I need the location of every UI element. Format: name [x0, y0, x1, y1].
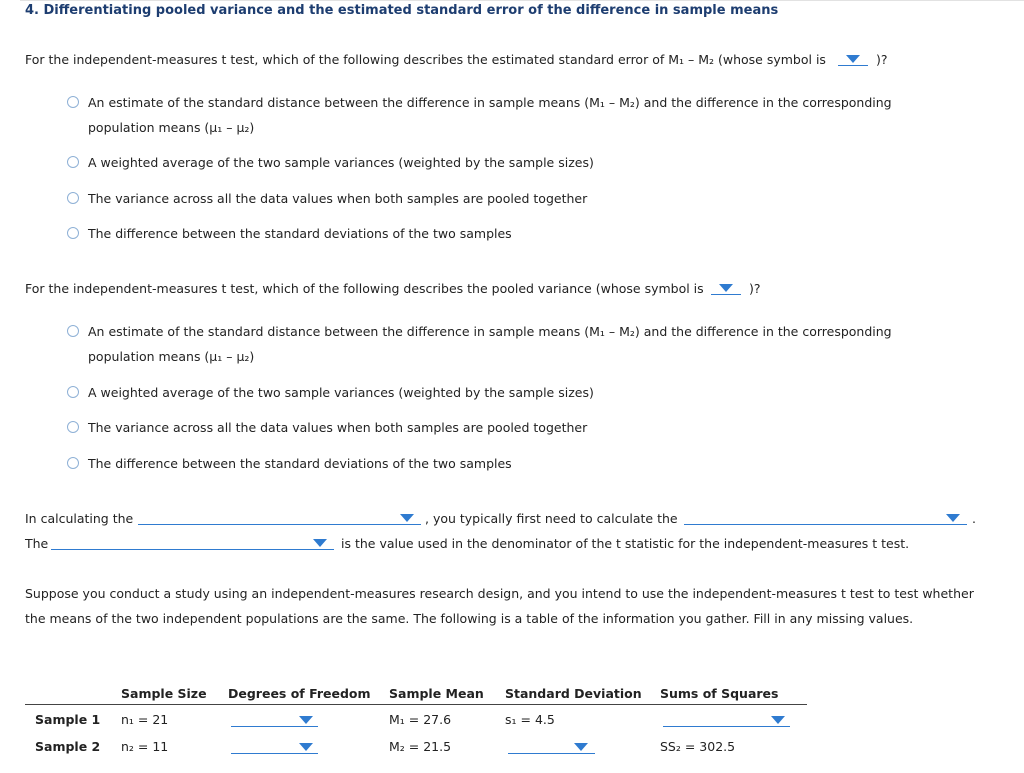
row2-sd-dropdown[interactable] — [508, 740, 595, 754]
th-sample-mean: Sample Mean — [389, 686, 484, 701]
chevron-down-icon — [771, 716, 785, 724]
fill-blank-1-dropdown[interactable] — [138, 511, 421, 525]
q2-symbol-dropdown[interactable] — [711, 281, 741, 295]
th-standard-deviation: Standard Deviation — [505, 686, 642, 701]
row1-label: Sample 1 — [35, 712, 101, 727]
row2-df-dropdown[interactable] — [231, 740, 318, 754]
q2-option-3-label: The variance across all the data values when both samples are pooled together — [88, 420, 588, 435]
q1-option-2-radio[interactable] — [67, 156, 79, 168]
chevron-down-icon — [846, 55, 860, 63]
table-header-divider — [25, 704, 807, 705]
q1-option-3-radio[interactable] — [67, 192, 79, 204]
q1-option-2-label: A weighted average of the two sample variances (weighted by the sample sizes) — [88, 155, 594, 170]
row1-sample-size: n₁ = 21 — [121, 712, 169, 727]
q1-symbol-dropdown[interactable] — [838, 52, 868, 66]
chevron-down-icon — [946, 514, 960, 522]
q2-option-4-radio[interactable] — [67, 457, 79, 469]
chevron-down-icon — [719, 284, 733, 292]
chevron-down-icon — [299, 716, 313, 724]
scenario-line2: the means of the two independent populations are the same. The following is a table of the information you gather. Fill in any missing values. — [25, 611, 914, 626]
q2-option-2-radio[interactable] — [67, 386, 79, 398]
th-sums-of-squares: Sums of Squares — [660, 686, 779, 701]
fill-blank-3-dropdown[interactable] — [51, 536, 334, 550]
fill-line1-end: . — [972, 511, 976, 526]
q1-option-4-label: The difference between the standard deviations of the two samples — [88, 226, 512, 241]
th-sample-size: Sample Size — [121, 686, 207, 701]
chevron-down-icon — [574, 743, 588, 751]
row1-sample-mean: M₁ = 27.6 — [389, 712, 452, 727]
q2-option-4-label: The difference between the standard deviations of the two samples — [88, 456, 512, 471]
q2-option-1-radio[interactable] — [67, 325, 79, 337]
th-degrees-of-freedom: Degrees of Freedom — [228, 686, 371, 701]
chevron-down-icon — [313, 539, 327, 547]
q2-prompt-end: )? — [749, 281, 761, 296]
row1-df-dropdown[interactable] — [231, 713, 318, 727]
fill-line1-middle: , you typically first need to calculate the — [425, 511, 678, 526]
q2-option-1-label-line2: population means (μ₁ – μ₂) — [88, 349, 255, 364]
q1-option-1-label-line2: population means (μ₁ – μ₂) — [88, 120, 255, 135]
fill-blank-2-dropdown[interactable] — [684, 511, 967, 525]
q2-option-2-label: A weighted average of the two sample variances (weighted by the sample sizes) — [88, 385, 594, 400]
chevron-down-icon — [400, 514, 414, 522]
row2-sample-mean: M₂ = 21.5 — [389, 739, 452, 754]
row2-sample-size: n₂ = 11 — [121, 739, 169, 754]
q2-option-1-label: An estimate of the standard distance between the difference in sample means (M₁ – M₂) and the difference in the corresponding — [88, 324, 892, 339]
row2-sums-of-squares: SS₂ = 302.5 — [660, 739, 736, 754]
row2-label: Sample 2 — [35, 739, 101, 754]
row1-ss-dropdown[interactable] — [663, 713, 790, 727]
fill-line1-start: In calculating the — [25, 511, 134, 526]
page-title: 4. Differentiating pooled variance and the estimated standard error of the difference in sample means — [25, 3, 779, 18]
q2-option-3-radio[interactable] — [67, 421, 79, 433]
q2-prompt: For the independent-measures t test, which of the following describes the pooled variance (whose symbol is — [25, 281, 704, 296]
fill-line2-end: is the value used in the denominator of the t statistic for the independent-measures t test. — [341, 536, 910, 551]
top-divider — [20, 0, 1024, 1]
q1-option-3-label: The variance across all the data values when both samples are pooled together — [88, 191, 588, 206]
q1-prompt-end: )? — [876, 52, 888, 67]
scenario-line1: Suppose you conduct a study using an independent-measures research design, and you intend to use the independent-measures t test to test whether — [25, 586, 974, 601]
chevron-down-icon — [299, 743, 313, 751]
q1-option-1-radio[interactable] — [67, 96, 79, 108]
fill-line2-start: The — [25, 536, 49, 551]
q1-prompt: For the independent-measures t test, which of the following describes the estimated standard error of M₁ – M₂ (whose symbol is — [25, 52, 826, 67]
q1-option-1-label: An estimate of the standard distance between the difference in sample means (M₁ – M₂) and the difference in the corresponding — [88, 95, 892, 110]
q1-option-4-radio[interactable] — [67, 227, 79, 239]
row1-standard-deviation: s₁ = 4.5 — [505, 712, 555, 727]
